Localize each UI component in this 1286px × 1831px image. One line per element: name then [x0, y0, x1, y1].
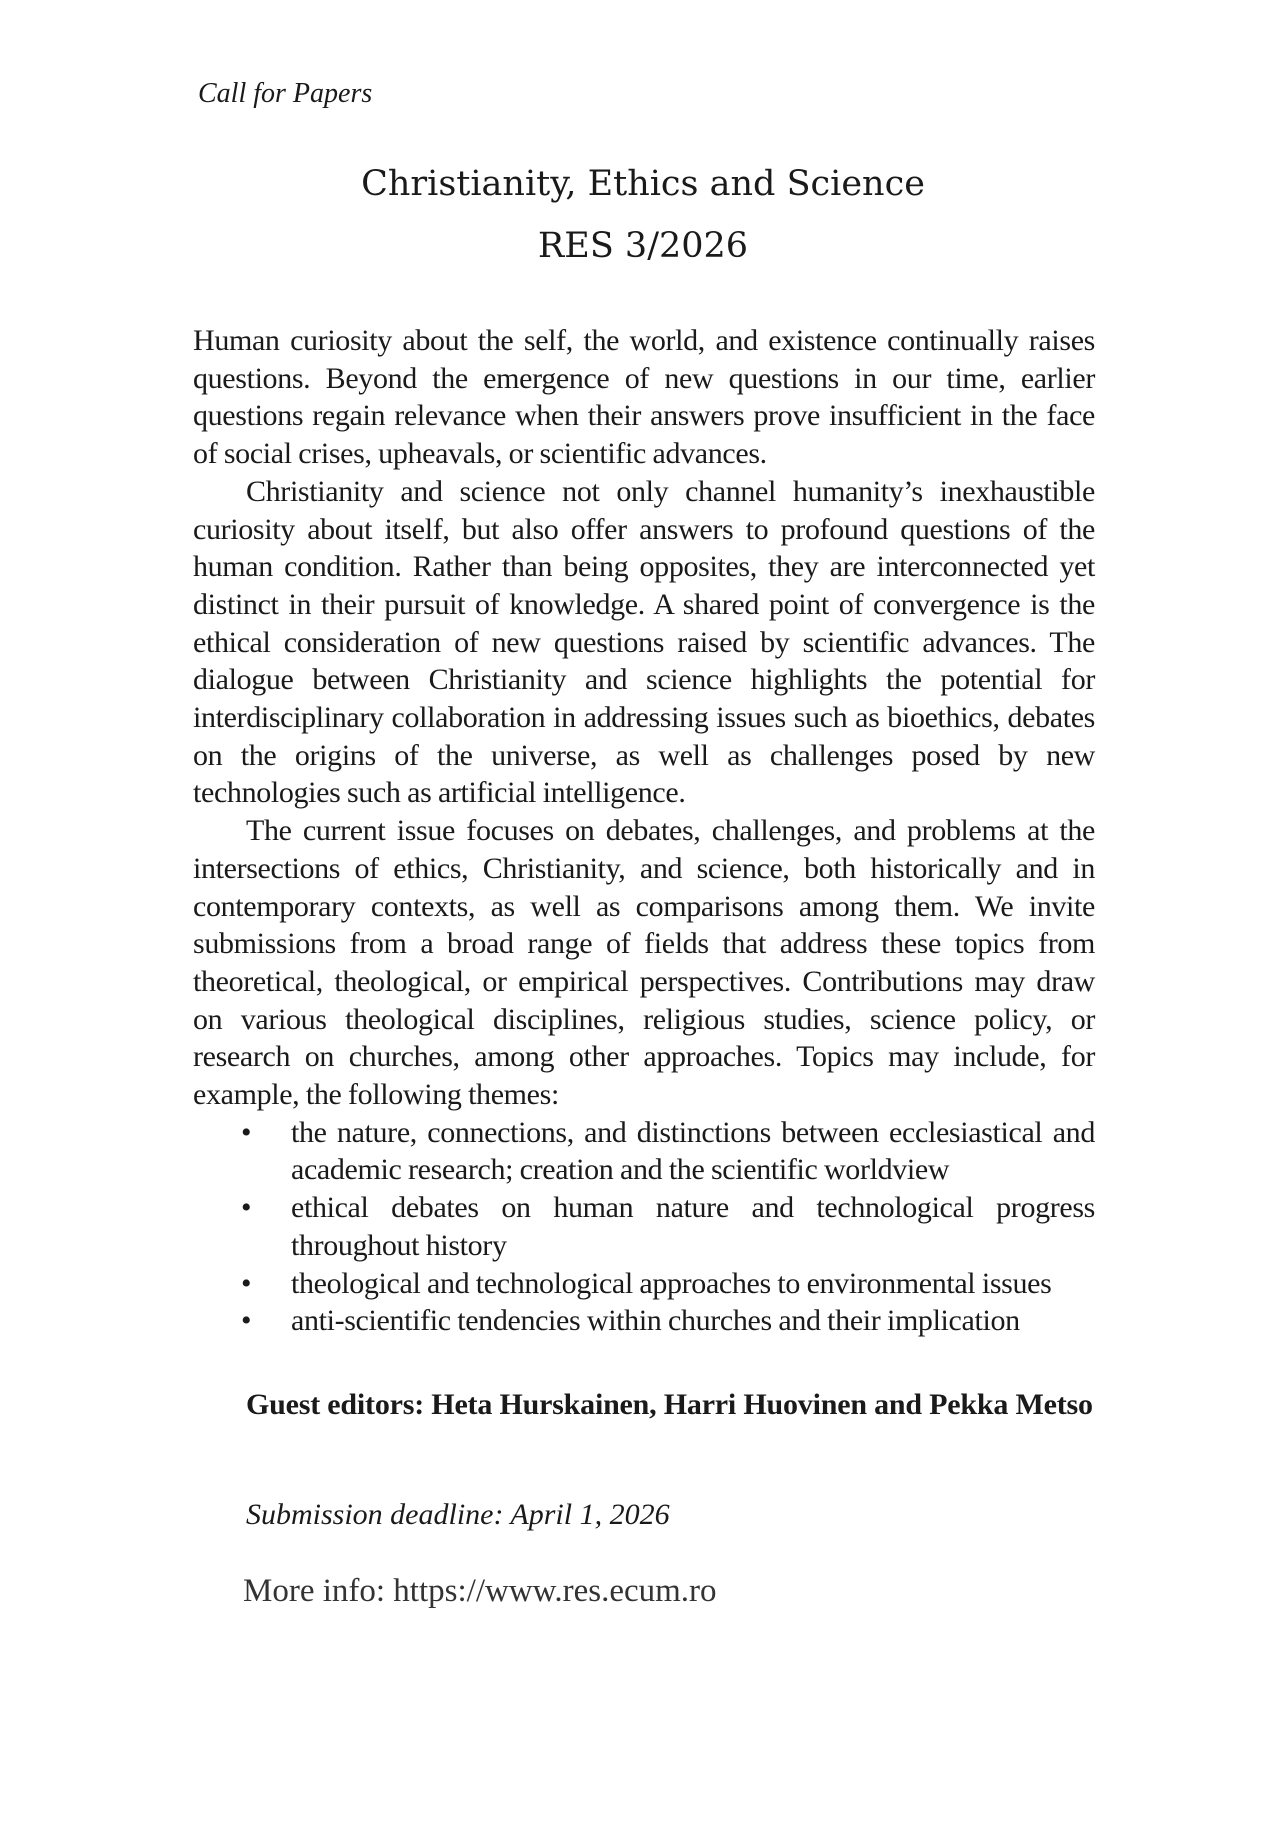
more-info-link[interactable]: More info: https://www.res.ecum.ro: [243, 1573, 717, 1609]
topic-text: ethical debates on human nature and technological progress throughout history: [291, 1191, 1095, 1262]
bullet-icon: •: [241, 1191, 252, 1225]
bullet-icon: •: [241, 1115, 252, 1149]
bullet-icon: •: [241, 1304, 252, 1338]
topic-text: theological and technological approaches to environmental issues: [291, 1266, 1052, 1300]
list-item: [193, 1189, 1095, 1264]
body-text: [193, 322, 1095, 1340]
list-item: [193, 1114, 1095, 1189]
list-item: [193, 1265, 1095, 1303]
paragraph-3: The current issue focuses on debates, challenges, and problems at the intersections of ethics, Christianity, and science, both historically and in contemporary contexts, as well as comparisons among them. We invite submissions from a broad range of fields that address these topics from theoretical, theological, or empirical perspectives. Contributions may draw on various theological disciplines, religious studies, science policy, or research on churches, among other approaches. Topics may include, for example, the following themes:: [193, 814, 1095, 1112]
running-head: Call for Papers: [198, 78, 373, 109]
title-line-1: Christianity, Ethics and Science: [361, 164, 925, 204]
list-item: [193, 1302, 1095, 1340]
paragraph-1: Human curiosity about the self, the world, and existence continually raises questions. Beyond the emergence of new questions in our time, earlier questions regain relevance when their answers prove insufficient in the face of social crises, upheavals, or scientific advances.: [193, 324, 1095, 471]
paragraph-2: Christianity and science not only channel humanity’s inexhaustible curiosity about itself, but also offer answers to profound questions of the human condition. Rather than being opposites, they are interconnected yet distinct in their pursuit of knowledge. A shared point of convergence is the ethical consideration of new questions raised by scientific advances. The dialogue between Christianity and science highlights the potential for interdisciplinary collaboration in addressing issues such as bioethics, debates on the origins of the universe, as well as challenges posed by new technologies such as artificial intelligence.: [193, 474, 1095, 810]
topic-text: anti-scientific tendencies within churches and their implication: [291, 1304, 1020, 1338]
topics-list: [193, 1114, 1095, 1340]
guest-editors: Guest editors: Heta Hurskainen, Harri Huovinen and Pekka Metso: [246, 1388, 1093, 1421]
bullet-icon: •: [241, 1266, 252, 1300]
submission-deadline: Submission deadline: April 1, 2026: [246, 1498, 670, 1531]
topic-text: the nature, connections, and distinctions between ecclesiastical and academic research; creation and the scientific worldview: [291, 1115, 1095, 1187]
title-line-2: RES 3/2026: [537, 226, 749, 266]
